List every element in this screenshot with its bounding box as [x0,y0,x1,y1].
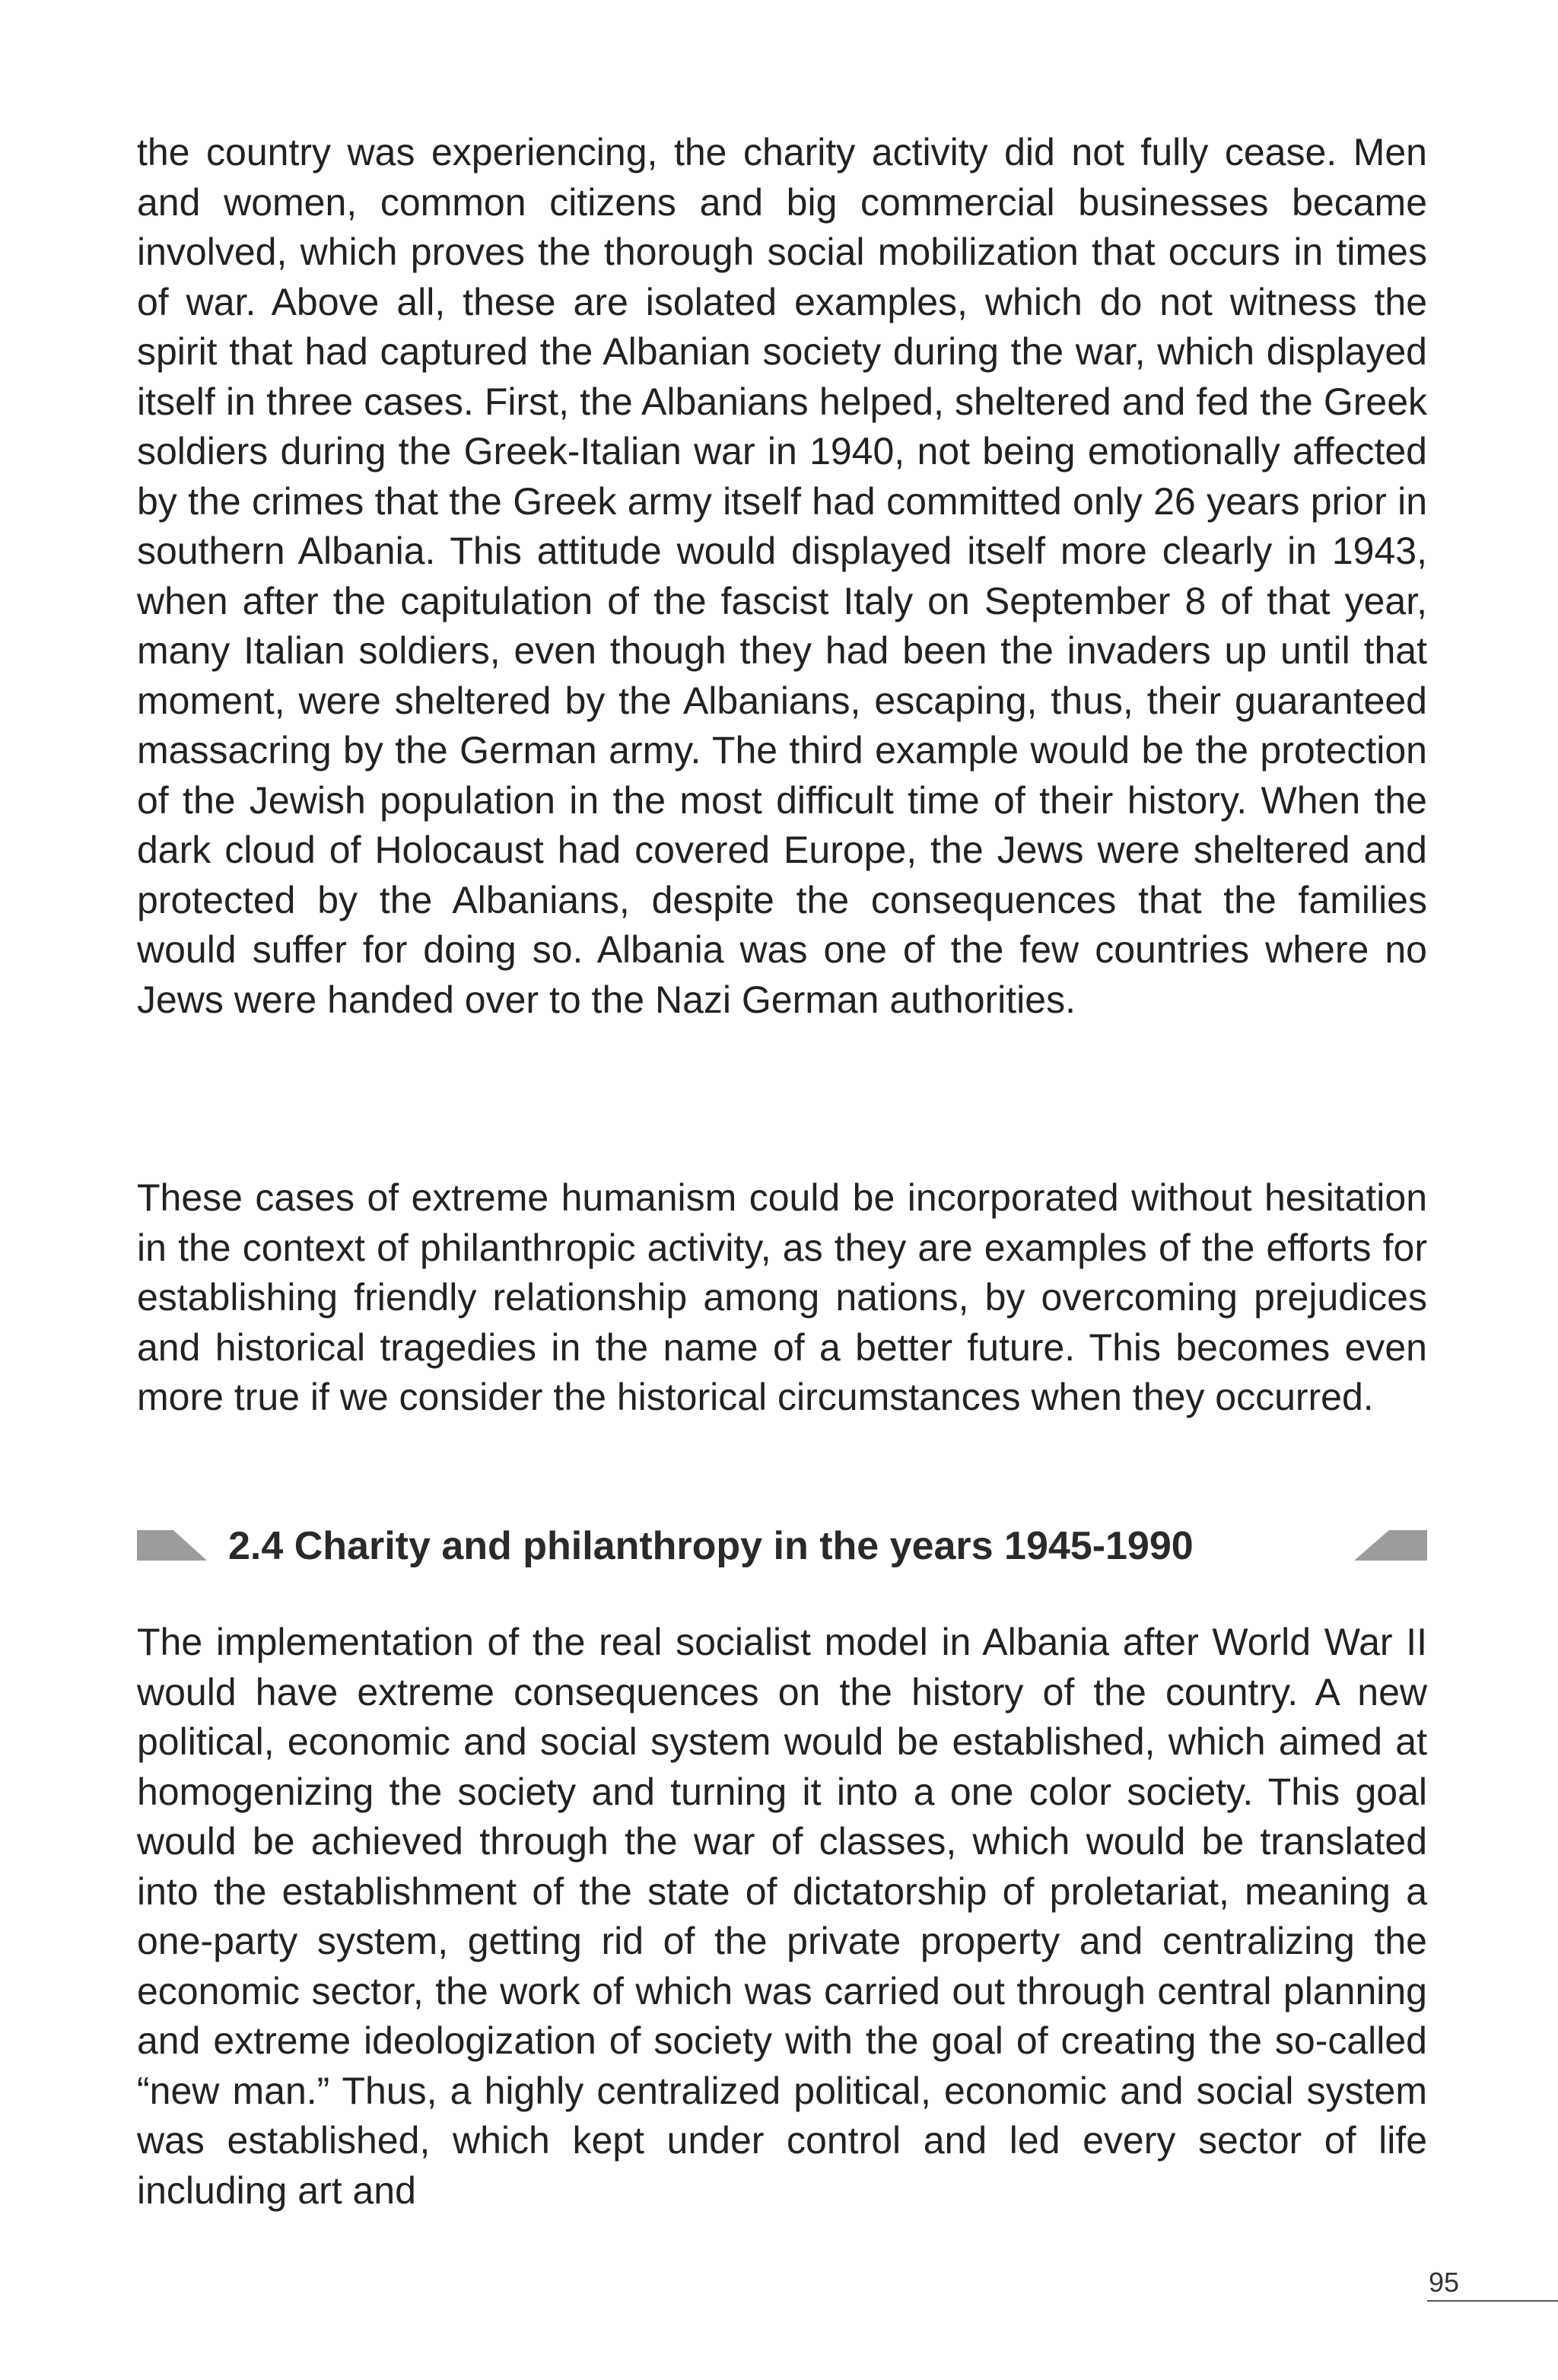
heading-decoration-left [137,1530,207,1561]
section-heading-text: 2.4 Charity and philanthropy in the years 1945-1990 [228,1524,1194,1568]
body-paragraph-3: The implementation of the real socialist model in Albania after World War II would have extreme consequences on the history of the country. A new political, economic and social system would be established, which aimed at homogenizing the society and turning it into a one color society. This goal would be achieved through the war of classes, which would be translated into the establishment of the state of dictatorship of proletariat, meaning a one-party system, getting rid of the private property and centralizing the economic sector, the work of which was carried out through central planning and extreme ideologization of society with the goal of creating the so-called “new man.” Thus, a highly centralized political, economic and social system was established, which kept under control and led every sector of life including art and [137,1621,1427,2212]
heading-decoration-right [1354,1530,1427,1561]
section-heading [137,1519,1427,1573]
body-paragraph-2: These cases of extreme humanism could be incorporated without hesitation in the context of philanthropic activity, as they are examples of the efforts for establishing friendly relationship among nations, by overcoming prejudices and historical tragedies in the name of a better future. This becomes even more true if we consider the historical circumstances when they occurred. [137,1176,1427,1418]
page-number-rule [1427,2300,1558,2302]
page-number: 95 [1429,2267,1460,2298]
body-paragraph-1: the country was experiencing, the charity activity did not fully cease. Men and women, common citizens and big commercial businesses became involved, which proves the thorough social mobilization that occurs in times of war. Above all, these are isolated examples, which do not witness the spirit that had captured the Albanian society during the war, which displayed itself in three cases. First, the Albanians helped, sheltered and fed the Greek soldiers during the Greek-Italian war in 1940, not being emotionally affected by the crimes that the Greek army itself had committed only 26 years prior in southern Albania. This attitude would displayed itself more clearly in 1943, when after the capitulation of the fascist Italy on September 8 of that year, many Italian soldiers, even though they had been the invaders up until that moment, were sheltered by the Albanians, escaping, thus, their guaranteed massacring by the German army. The third example would be the protection of the Jewish population in the most difficult time of their history. When the dark cloud of Holocaust had covered Europe, the Jews were sheltered and protected by the Albanians, despite the consequences that the families would suffer for doing so. Albania was one of the few countries where no Jews were handed over to the Nazi German authorities. [137,131,1427,1021]
